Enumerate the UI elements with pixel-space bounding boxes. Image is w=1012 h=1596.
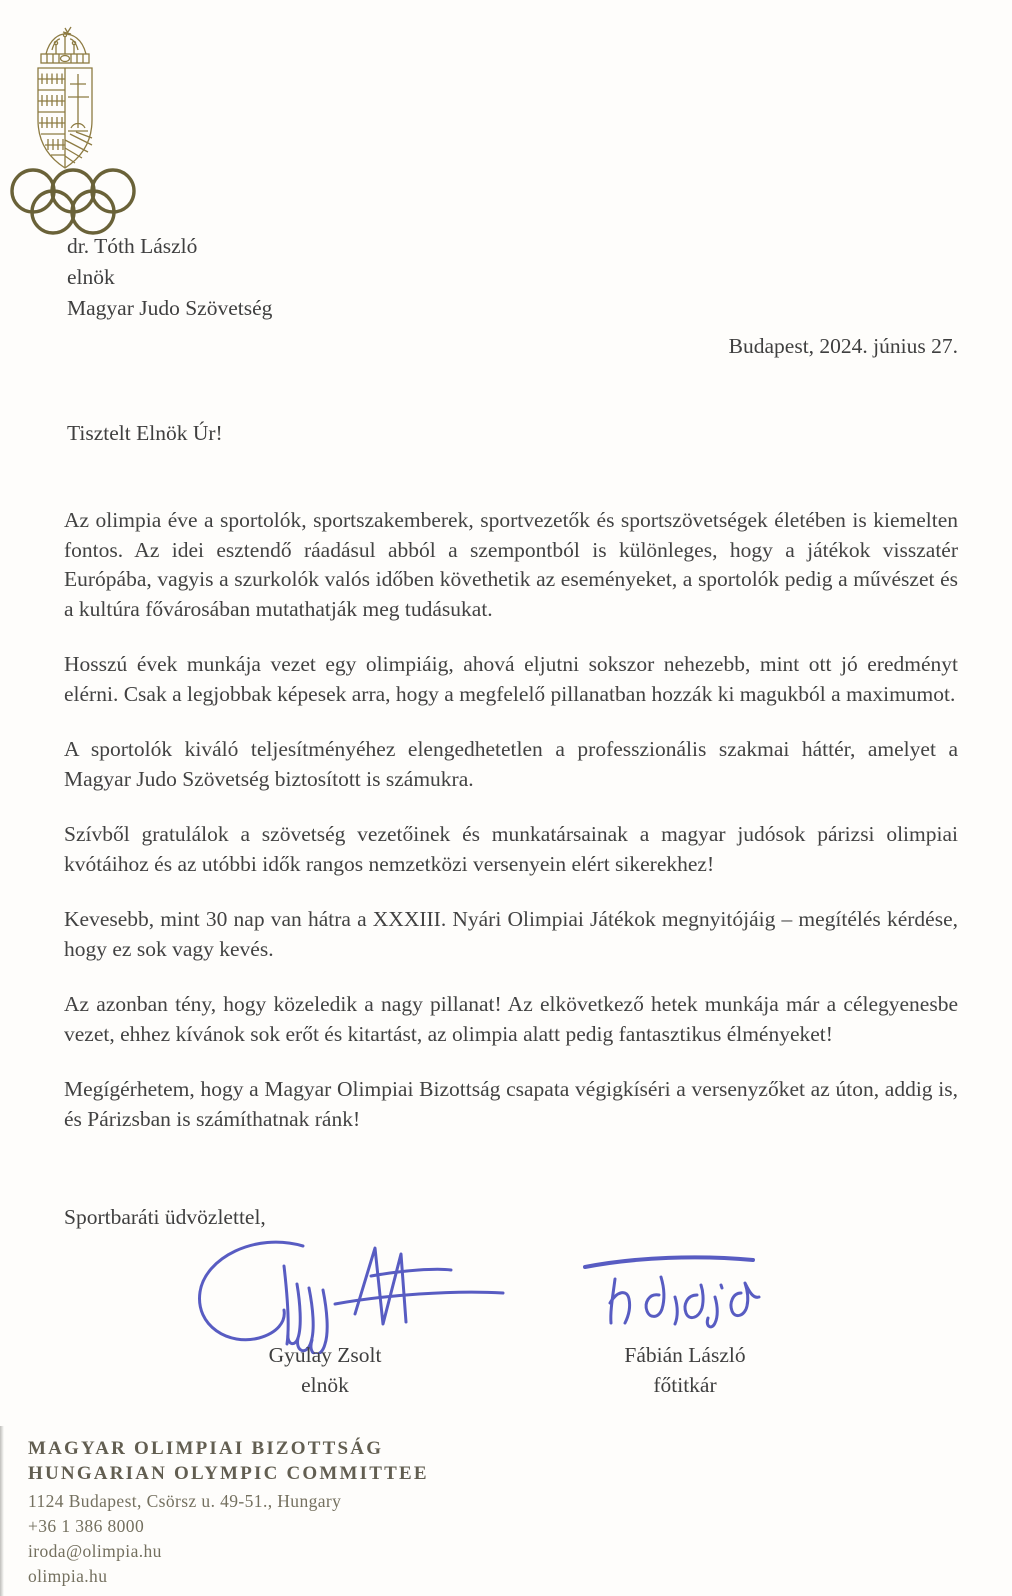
recipient-organization: Magyar Judo Szövetség: [67, 296, 273, 320]
closing-line: Sportbaráti üdvözlettel,: [64, 1205, 266, 1229]
footer-address: 1124 Budapest, Csörsz u. 49-51., Hungary: [28, 1491, 342, 1511]
footer-block: [28, 1436, 429, 1589]
signatory-left: [205, 1340, 445, 1400]
paragraph-1: Az olimpia éve a sportolók, sportszakemberek, sportvezetők és sportszövetségek életében is kiemelten fontos. Az idei esztendő ráadásul abból a szempontból is különleges, hogy a játékok visszatér Európába, vagyis a szurkolók valós időben követhetik az eseményeket, a sportolók pedig a művészet és a kultúra fővárosában mutathatják meg tudásukat.: [64, 508, 958, 621]
dateline: Budapest, 2024. június 27.: [728, 334, 958, 358]
footer-org-hu: MAGYAR OLIMPIAI BIZOTTSÁG: [28, 1438, 384, 1459]
signatory-right: [565, 1340, 805, 1400]
signatory-right-title: főtitkár: [653, 1373, 717, 1397]
recipient-title: elnök: [67, 265, 115, 289]
letter-body: [64, 506, 958, 1160]
paragraph-7: Megígérhetem, hogy a Magyar Olimpiai Bizottság csapata végigkíséri a versenyzőket az úton, addig is, és Párizsban is számíthatnak ránk!: [64, 1077, 958, 1131]
signature-ink-fabian-laszlo: [575, 1245, 810, 1337]
paragraph-4: Szívből gratulálok a szövetség vezetőinek és munkatársainak a magyar judósok párizsi olimpiai kvótáihoz és az utóbbi idők rangos nemzetközi versenyein elért sikerekhez!: [64, 822, 958, 876]
signatory-right-name: Fábián László: [624, 1343, 746, 1367]
signature-ink-gyulay-zsolt: [185, 1232, 507, 1354]
signatory-left-title: elnök: [301, 1373, 349, 1397]
scan-edge-artifact: [0, 1426, 4, 1596]
recipient-block: [67, 231, 272, 324]
footer-website: olimpia.hu: [28, 1566, 108, 1586]
coat-of-arms-olympic-rings-icon: [8, 24, 138, 239]
hungarian-olympic-committee-logo: [8, 24, 138, 239]
salutation: Tisztelt Elnök Úr!: [67, 421, 223, 445]
footer-org-en: HUNGARIAN OLYMPIC COMMITTEE: [28, 1463, 429, 1484]
paragraph-5: Kevesebb, mint 30 nap van hátra a XXXIII. Nyári Olimpiai Játékok megnyitójáig – megítélés kérdése, hogy ez sok vagy kevés.: [64, 907, 958, 961]
footer-phone: +36 1 386 8000: [28, 1516, 145, 1536]
paragraph-2: Hosszú évek munkája vezet egy olimpiáig, ahová eljutni sokszor nehezebb, mint ott jó eredményt elérni. Csak a legjobbak képesek arra, hogy a megfelelő pillanatban hozzák ki magukból a maximumot.: [64, 652, 958, 706]
paragraph-3: A sportolók kiváló teljesítményéhez elengedhetetlen a professzionális szakmai háttér, amelyet a Magyar Judo Szövetség biztosított is számukra.: [64, 737, 958, 791]
signatory-left-name: Gyulay Zsolt: [268, 1343, 382, 1367]
footer-email: iroda@olimpia.hu: [28, 1541, 162, 1561]
recipient-name: dr. Tóth László: [67, 234, 198, 258]
paragraph-6: Az azonban tény, hogy közeledik a nagy pillanat! Az elkövetkező hetek munkája már a célegyenesbe vezet, ehhez kívánok sok erőt és kitartást, az olimpia alatt pedig fantasztikus élményeket!: [64, 992, 958, 1046]
